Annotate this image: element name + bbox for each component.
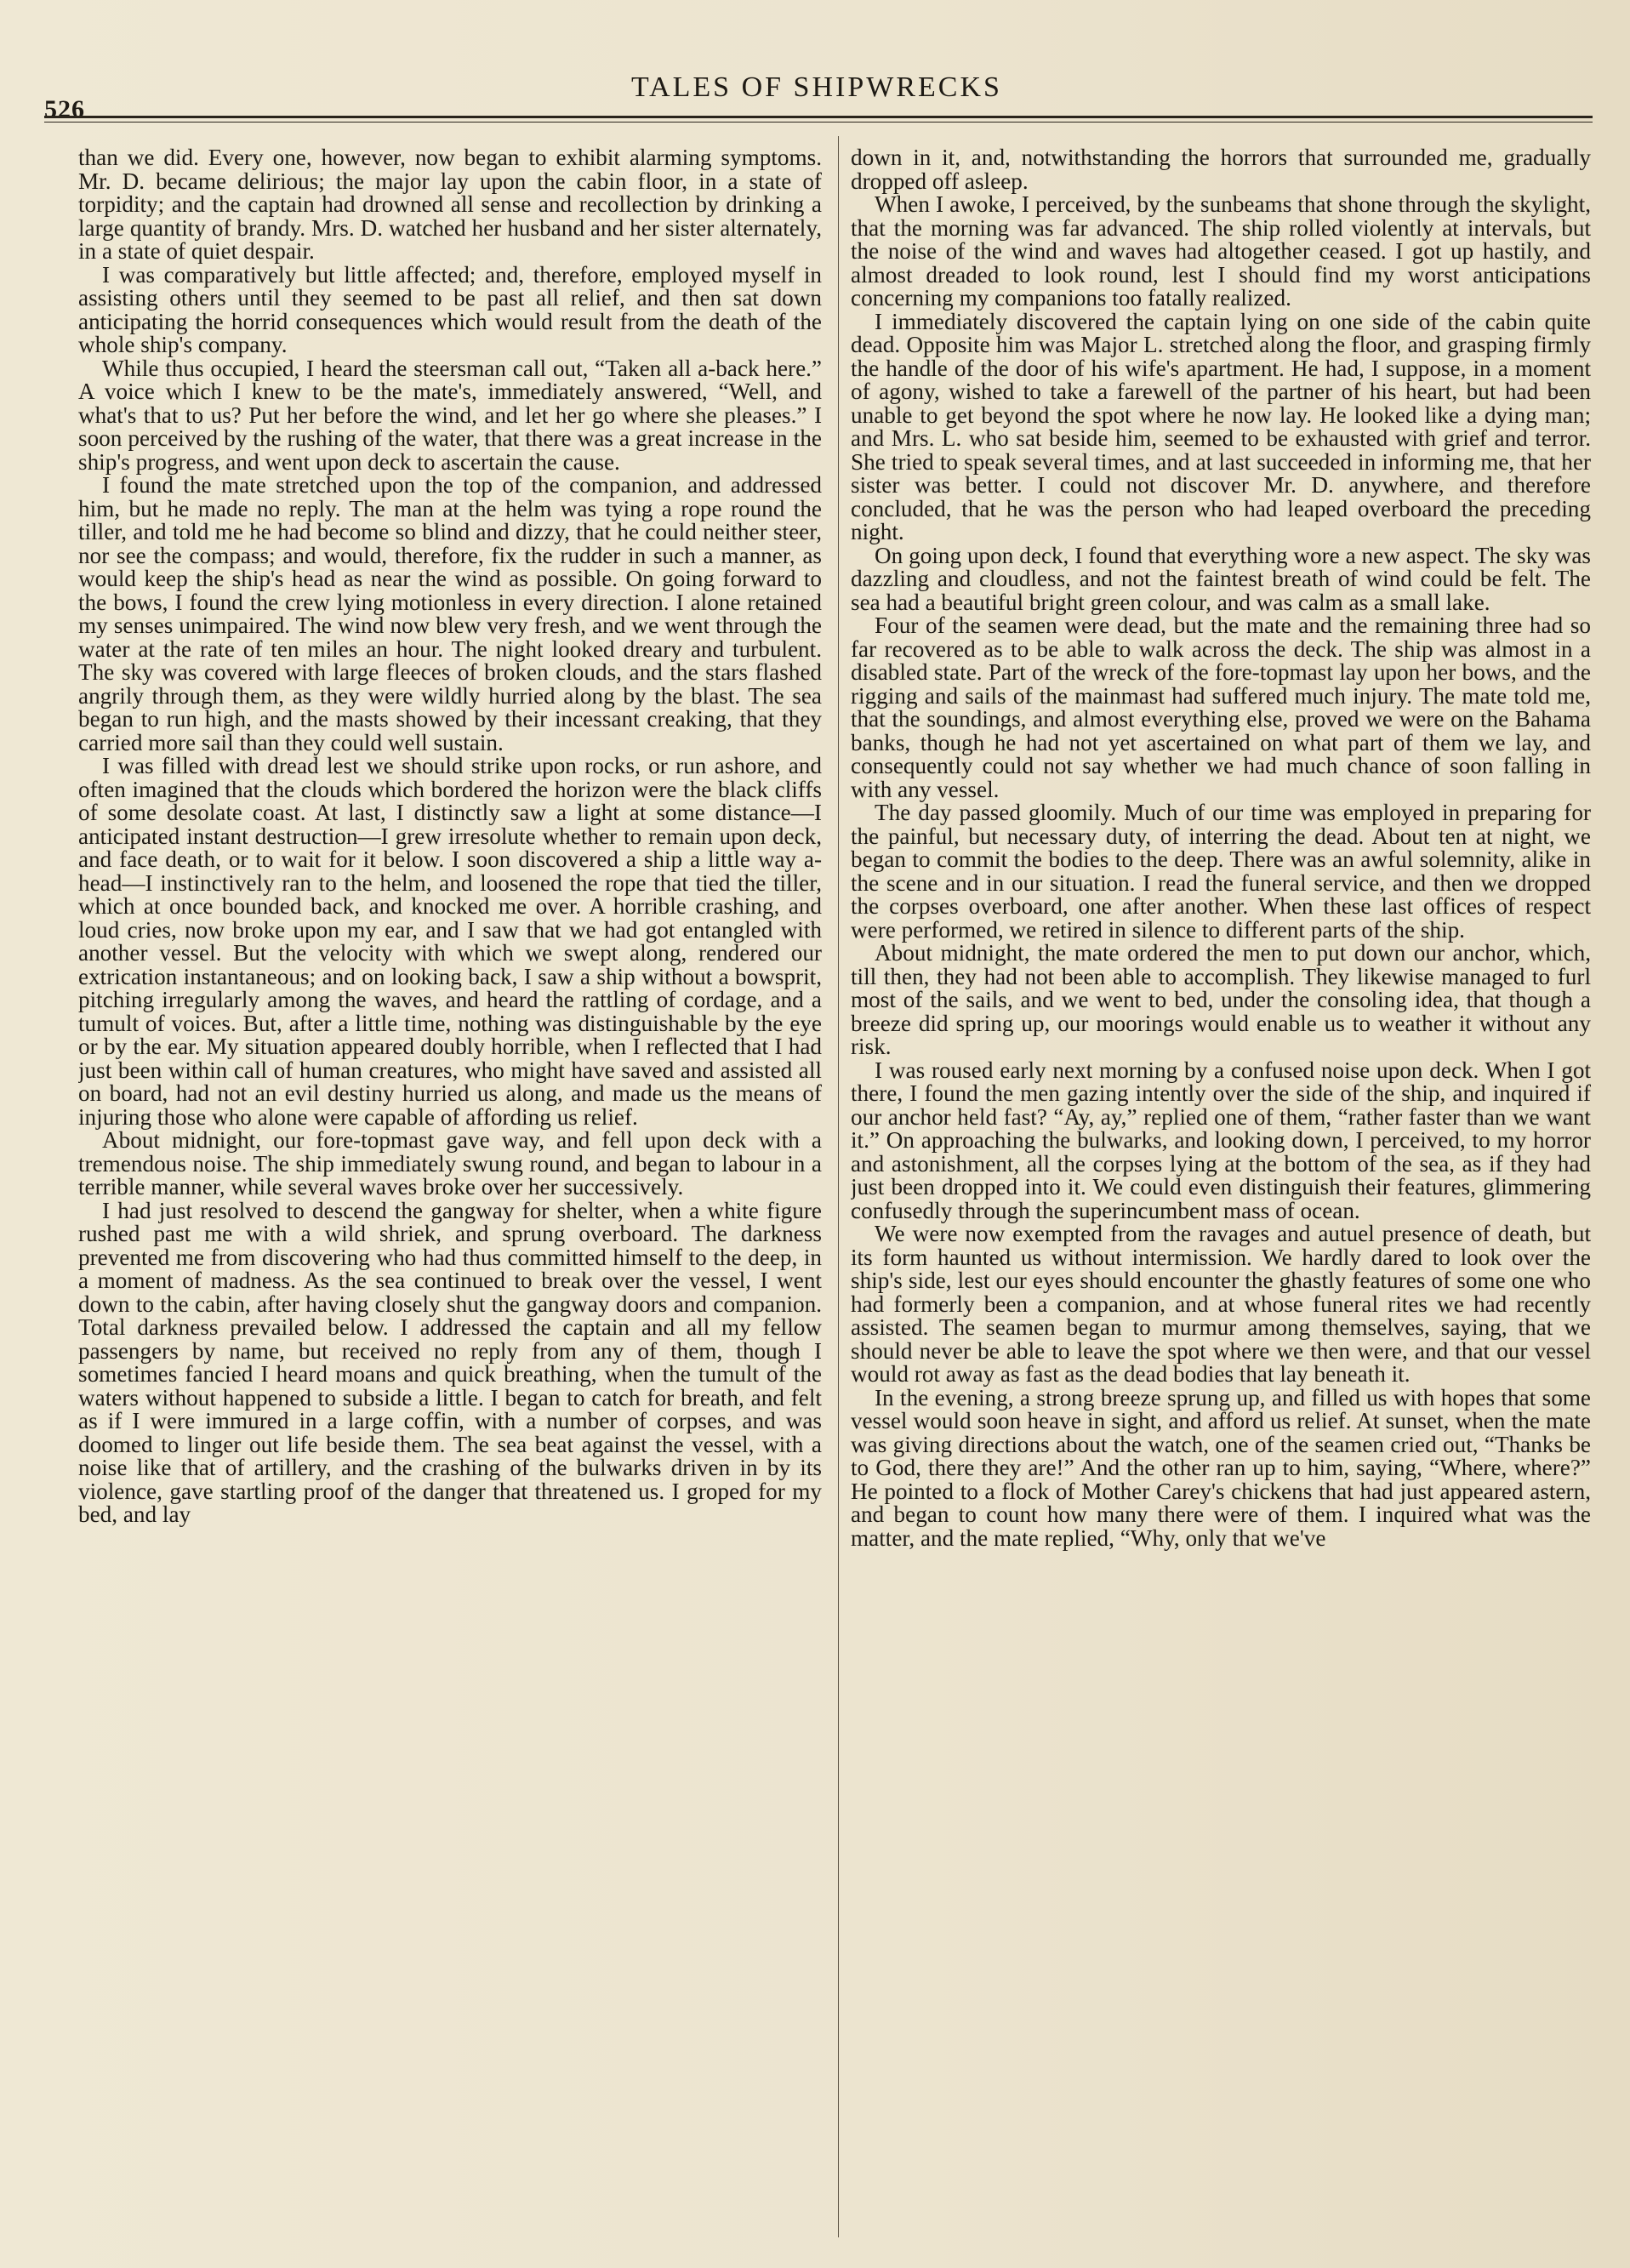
header-rule-thin (44, 122, 1593, 123)
paragraph: than we did. Every one, however, now began to exhibit alarming symptoms. Mr. D. became delirious; the major lay upon the cabin floor, in a state of torpidity; and the captain had drowned all sense and recollection by drinking a large quantity of brandy. Mrs. D. watched her husband and her sister alternately, in a state of quiet despair. (78, 146, 822, 264)
paragraph: I found the mate stretched upon the top of the companion, and addressed him, but he made no reply. The man at the helm was tying a rope round the tiller, and told me he had become so blind and dizzy, that he could neither steer, nor see the compass; and would, therefore, fix the rudder in such a manner, as would keep the ship's head as near the wind as possible. On going forward to the bows, I found the crew lying motionless in every direction. I alone retained my senses unimpaired. The wind now blew very fresh, and we went through the water at the rate of ten miles an hour. The night looked dreary and turbulent. The sky was covered with large fleeces of broken clouds, and the stars flashed angrily through them, as they were wildly hurried along by the blast. The sea began to run high, and the masts showed by their incessant creaking, that they carried more sail than they could well sustain. (78, 472, 822, 755)
paragraph: I was filled with dread lest we should strike upon rocks, or run ashore, and often imagined that the clouds which bordered the horizon were the black cliffs of some desolate coast. At last, I distinctly saw a light at some distance—I anticipated instant destruction—I grew irresolute whether to remain upon deck, and face death, or to wait for it below. I soon discovered a ship a little way a-head—I instinctively ran to the helm, and loosened the rope that tied the tiller, which at once bounded back, and knocked me over. A horrible crashing, and loud cries, now broke upon my ear, and I saw that we had got entangled with another vessel. But the velocity with which we swept along, rendered our extrication instantaneous; and on looking back, I saw a ship without a bowsprit, pitching irregularly among the waves, and heard the rattling of cordage, and a tumult of voices. But, after a little time, nothing was distinguishable by the eye or by the ear. My situation appeared doubly horrible, when I reflected that I had just been within call of human creatures, who might have saved and assisted all on board, had not an evil destiny hurried us along, and made us the means of injuring those who alone were capable of affording us relief. (78, 753, 822, 1130)
page-header (0, 0, 1630, 136)
header-rule (44, 116, 1593, 118)
paragraph: down in it, and, notwithstanding the horrors that surrounded me, gradually dropped off asleep. (851, 146, 1591, 194)
left-column (78, 146, 822, 2235)
paragraph: I had just resolved to descend the gangway for shelter, when a white figure rushed past me with a wild shriek, and sprung overboard. The darkness prevented me from discovering who had thus committed himself to the deep, in a moment of madness. As the sea continued to break over the vessel, I went down to the cabin, after having closely shut the gangway doors and companion. Total darkness prevailed below. I addressed the captain and all my fellow passengers by name, but received no reply from any of them, though I sometimes fancied I heard moans and quick breathing, when the tumult of the waters without happened to subside a little. I began to catch for breath, and felt as if I were immured in a large coffin, with a number of corpses, and was doomed to linger out life beside them. The sea beat against the vessel, with a noise like that of artillery, and the crashing of the bulwarks driven in by its violence, gave startling proof of the danger that threatened us. I groped for my bed, and lay (78, 1197, 822, 1527)
page-number: 526 (44, 95, 85, 123)
paragraph: About midnight, the mate ordered the men to put down our anchor, which, till then, they had not been able to accomplish. They likewise managed to furl most of the sails, and we went to bed, under the consoling idea, that though a breeze did spring up, our moorings would enable us to weather it without any risk. (851, 940, 1591, 1059)
column-divider (838, 136, 839, 2237)
paragraph: I immediately discovered the captain lying on one side of the cabin quite dead. Opposite him was Major L. stretched along the floor, and grasping firmly the handle of the door of his wife's apartment. He had, I suppose, in a moment of agony, wished to take a farewell of the partner of his heart, but had been unable to get beyond the spot where he now lay. He looked like a dying man; and Mrs. L. who sat beside him, seemed to be exhausted with grief and terror. She tried to speak several times, and at last succeeded in informing me, that her sister was better. I could not discover Mr. D. anywhere, and therefore concluded, that he was the person who had leaped overboard the preceding night. (851, 308, 1591, 544)
paragraph: On going upon deck, I found that everything wore a new aspect. The sky was dazzling and cloudless, and not the faintest breath of wind could be felt. The sea had a beautiful bright green colour, and was calm as a small lake. (851, 542, 1591, 615)
paragraph: I was comparatively but little affected; and, therefore, employed myself in assisting others until they seemed to be past all relief, and then sat down anticipating the horrid consequences which would result from the death of the whole ship's company. (78, 261, 822, 357)
running-title: TALES OF SHIPWRECKS (631, 71, 1002, 103)
paragraph: In the evening, a strong breeze sprung up, and filled us with hopes that some vessel would soon heave in sight, and afford us relief. At sunset, when the mate was giving directions about the watch, one of the seamen cried out, “Thanks be to God, there they are!” And the other ran up to him, saying, “Where, where?” He pointed to a flock of Mother Carey's chickens that had just appeared astern, and began to count how many there were of them. I inquired what was the matter, and the mate replied, “Why, only that we've (851, 1384, 1591, 1551)
paragraph: Four of the seamen were dead, but the mate and the remaining three had so far recovered as to be able to walk across the deck. The ship was almost in a disabled state. Part of the wreck of the fore-topmast lay upon her bows, and the rigging and sails of the mainmast had suffered much injury. The mate told me, that the soundings, and almost everything else, proved we were on the Bahama banks, though he had not yet ascertained on what part of them we lay, and consequently could not say whether we had much chance of soon falling in with any vessel. (851, 613, 1591, 802)
right-column (851, 146, 1591, 2235)
paragraph: While thus occupied, I heard the steersman call out, “Taken all a-back here.” A voice which I knew to be the mate's, immediately answered, “Well, and what's that to us? Put her before the wind, and let her go where she pleases.” I soon perceived by the rushing of the water, that there was a great increase in the ship's progress, and went upon deck to ascertain the cause. (78, 355, 822, 475)
paragraph: The day passed gloomily. Much of our time was employed in preparing for the painful, but necessary duty, of interring the dead. About ten at night, we began to commit the bodies to the deep. There was an awful solemnity, alike in the scene and in our situation. I read the funeral service, and then we dropped the corpses overboard, one after another. When these last offices of respect were performed, we retired in silence to different parts of the ship. (851, 800, 1591, 943)
paragraph: About midnight, our fore-topmast gave way, and fell upon deck with a tremendous noise. The ship immediately swung round, and began to labour in a terrible manner, while several waves broke over her successively. (78, 1127, 822, 1200)
paragraph: We were now exempted from the ravages and autuel presence of death, but its form haunted us without intermission. We hardly dared to look over the ship's side, lest our eyes should encounter the ghastly features of some one who had formerly been a companion, and at whose funeral rites we had recently assisted. The seamen began to murmur among themselves, saying, that we should never be able to leave the spot where we then were, and that our vessel would rot away as fast as the dead bodies that lay beneath it. (851, 1221, 1591, 1387)
paragraph: I was roused early next morning by a confused noise upon deck. When I got there, I found the men gazing intently over the side of the ship, and inquired if our anchor held fast? “Ay, ay,” replied one of them, “rather faster than we want it.” On approaching the bulwarks, and looking down, I perceived, to my horror and astonishment, all the corpses lying at the bottom of the sea, as if they had just been dropped into it. We could even distinguish their features, glimmering confusedly through the superincumbent mass of ocean. (851, 1057, 1591, 1223)
paragraph: When I awoke, I perceived, by the sunbeams that shone through the skylight, that the morning was far advanced. The ship rolled violently at intervals, but the noise of the wind and waves had altogether ceased. I got up hastily, and almost dreaded to look round, lest I should find my worst anticipations concerning my companions too fatally realized. (851, 191, 1591, 311)
